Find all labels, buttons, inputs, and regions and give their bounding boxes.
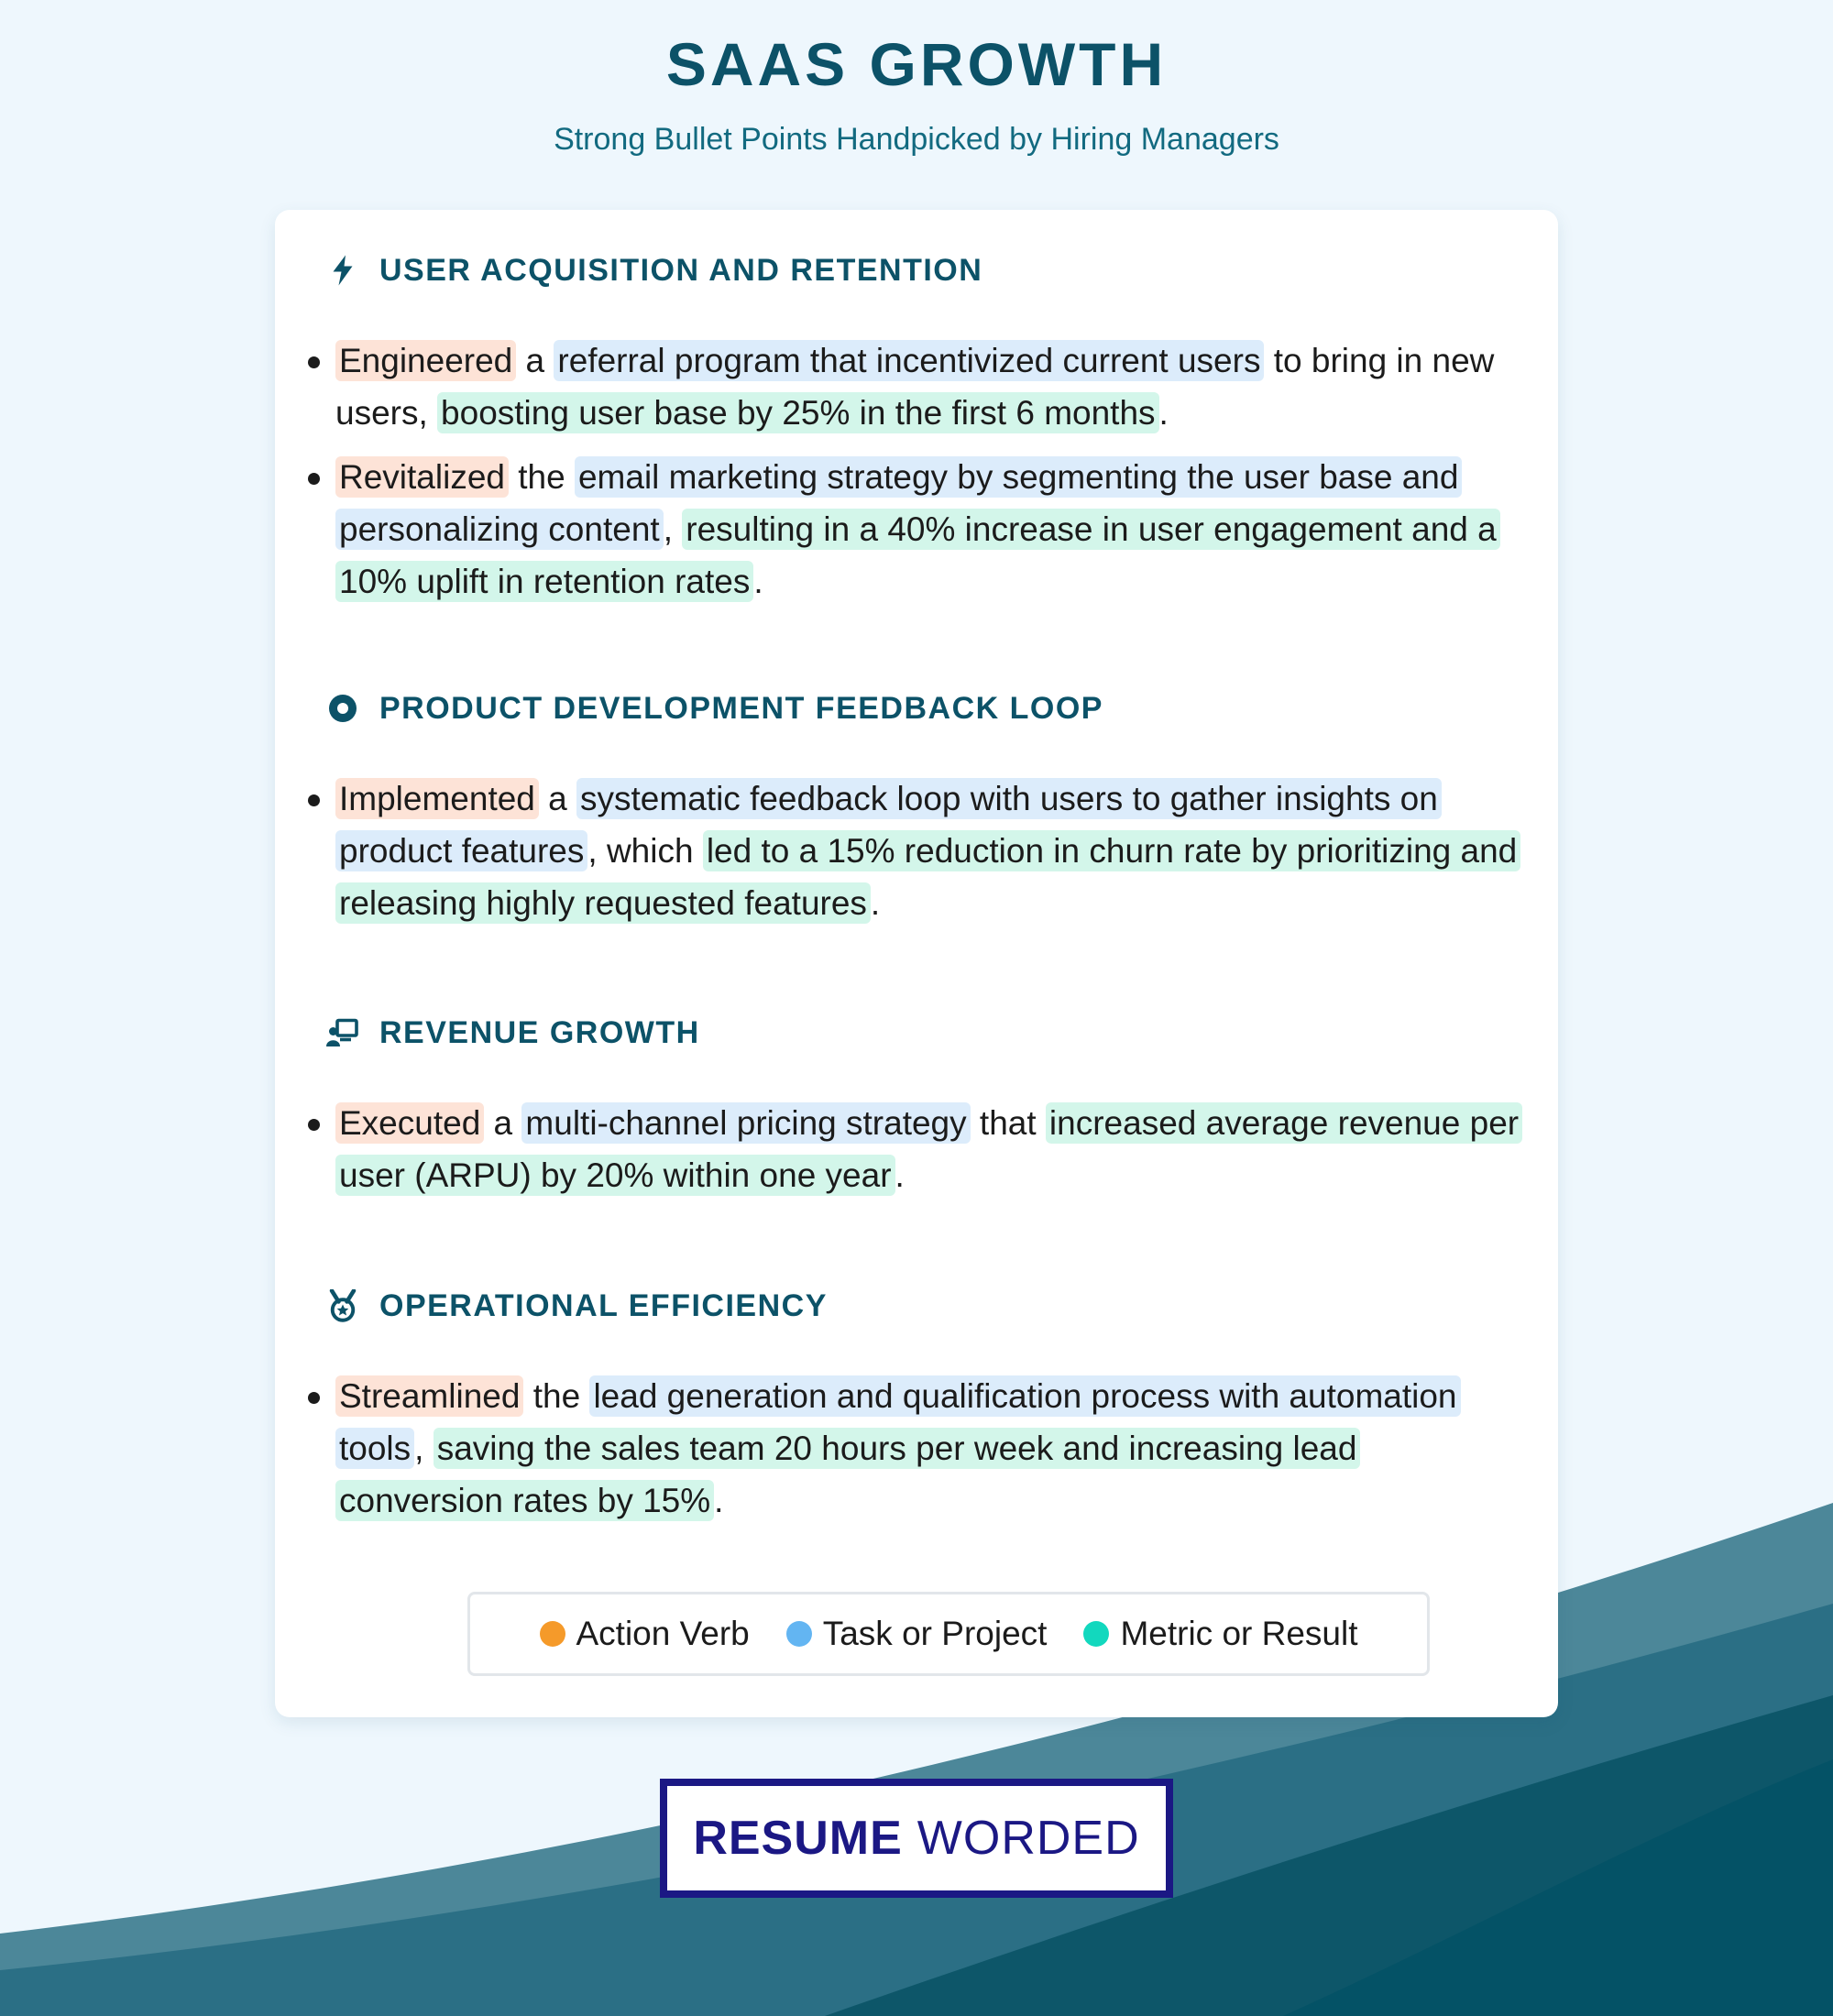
plain-text: a — [516, 342, 554, 379]
metric-highlight: led to a 15% reduction in churn rate by prioritizing and releasing highly requested features — [335, 830, 1520, 924]
plain-text: . — [753, 563, 763, 600]
metric-highlight: increased average revenue per user (ARPU) by 20% within one year — [335, 1102, 1522, 1196]
bullet-point — [335, 334, 1527, 439]
action-verb-highlight: Executed — [335, 1102, 484, 1144]
metric-highlight: boosting user base by 25% in the first 6 months — [437, 392, 1159, 433]
plain-text: . — [895, 1156, 905, 1194]
legend-label: Action Verb — [576, 1615, 750, 1652]
section-title-label: REVENUE GROWTH — [379, 1015, 700, 1050]
section-title-label: USER ACQUISITION AND RETENTION — [379, 253, 983, 288]
plain-text: the — [508, 458, 575, 496]
plain-text: a — [538, 780, 577, 817]
teal-dot-icon — [1083, 1621, 1109, 1647]
section-title-product-development — [326, 690, 1103, 727]
blue-dot-icon — [786, 1621, 812, 1647]
bullet-list-product-development — [335, 772, 1527, 941]
plain-text: , — [663, 510, 683, 548]
presenter-board-icon — [326, 1016, 359, 1049]
section-title-operational-efficiency — [326, 1287, 828, 1324]
bullet-points-card — [275, 210, 1558, 1717]
target-circle-icon — [326, 692, 359, 725]
plain-text: that — [970, 1104, 1046, 1142]
action-verb-highlight: Streamlined — [335, 1375, 523, 1417]
bullet-point — [335, 451, 1527, 608]
metric-highlight: saving the sales team 20 hours per week and increasing lead conversion rates by 15% — [335, 1428, 1360, 1521]
medal-icon — [326, 1289, 359, 1322]
bullet-list-user-acquisition — [335, 334, 1527, 619]
task-highlight: multi-channel pricing strategy — [521, 1102, 970, 1144]
resume-worded-logo — [660, 1779, 1173, 1898]
logo-text-strong: RESUME — [693, 1812, 903, 1865]
task-highlight: referral program that incentivized current users — [554, 340, 1264, 381]
page-title: SAAS GROWTH — [665, 30, 1168, 98]
section-title-user-acquisition — [326, 252, 982, 289]
section-title-label: PRODUCT DEVELOPMENT FEEDBACK LOOP — [379, 691, 1103, 726]
task-highlight: systematic feedback loop with users to gather insights on product features — [335, 778, 1442, 871]
plain-text: . — [870, 884, 881, 922]
logo-text-light: WORDED — [916, 1812, 1140, 1865]
section-title-revenue-growth — [326, 1014, 700, 1051]
legend-label: Metric or Result — [1120, 1615, 1358, 1652]
bullet-point — [335, 772, 1527, 929]
bullet-list-operational-efficiency — [335, 1370, 1527, 1539]
header — [0, 27, 1833, 158]
bullet-point — [335, 1097, 1527, 1201]
highlight-legend — [467, 1592, 1430, 1676]
action-verb-highlight: Revitalized — [335, 456, 509, 498]
plain-text: , — [414, 1430, 434, 1467]
section-title-label: OPERATIONAL EFFICIENCY — [379, 1288, 828, 1323]
plain-text: a — [484, 1104, 522, 1142]
plain-text: . — [714, 1482, 724, 1519]
plain-text: to bring in new users, — [335, 342, 1495, 432]
bullet-list-revenue-growth — [335, 1097, 1527, 1213]
plain-text: the — [523, 1377, 590, 1415]
orange-dot-icon — [540, 1621, 565, 1647]
legend-item-action-verb — [540, 1615, 750, 1653]
legend-item-metric-or-result — [1083, 1615, 1357, 1653]
plain-text: . — [1158, 394, 1169, 432]
plain-text: , which — [587, 832, 703, 870]
lightning-icon — [326, 254, 359, 287]
metric-highlight: resulting in a 40% increase in user engagement and a 10% uplift in retention rates — [335, 509, 1500, 602]
action-verb-highlight: Engineered — [335, 340, 516, 381]
legend-label: Task or Project — [822, 1615, 1048, 1652]
page-subtitle: Strong Bullet Points Handpicked by Hiring Managers — [554, 122, 1279, 157]
bullet-point — [335, 1370, 1527, 1527]
action-verb-highlight: Implemented — [335, 778, 539, 819]
legend-item-task-or-project — [786, 1615, 1048, 1653]
task-highlight: lead generation and qualification process with automation tools — [335, 1375, 1461, 1469]
task-highlight: email marketing strategy by segmenting the user base and personalizing content — [335, 456, 1462, 550]
